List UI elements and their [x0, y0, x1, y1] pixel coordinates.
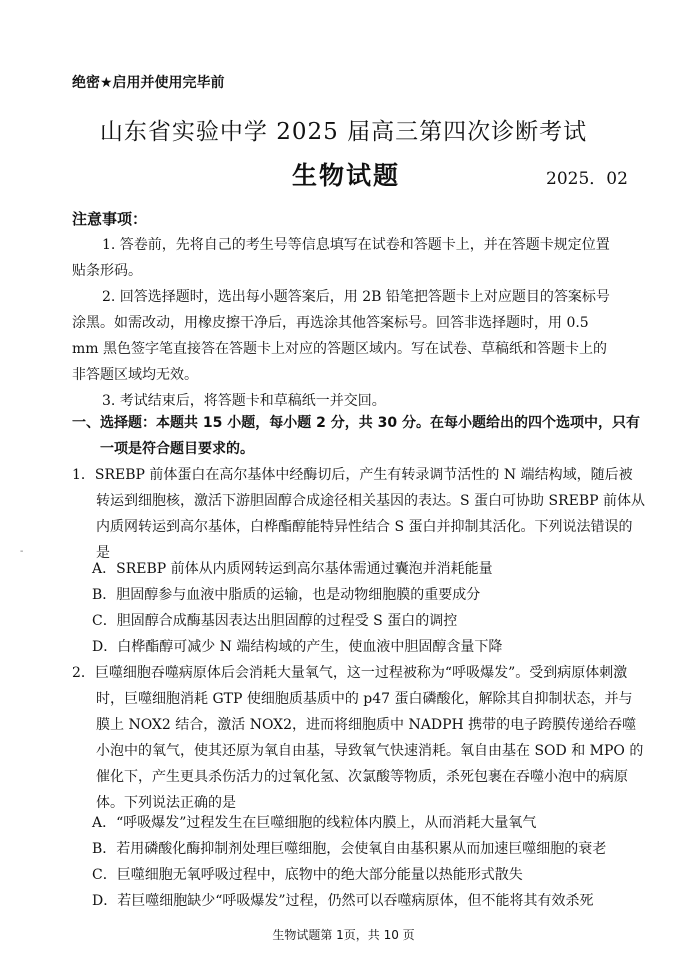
margin-mark: -	[20, 546, 24, 557]
question-1-stem: 1．SREBP 前体蛋白在高尔基体中经酶切后，产生有转录调节活性的 N 端结构域，随后被转运到细胞核，激活下游胆固醇合成途径相关基因的表达。S 蛋白可协助 SREBP 前体从内质网转运到高尔基体，白桦酯醇能特异性结合 S 蛋白并抑制其活化。下列说法错误的是	[72, 467, 645, 561]
question-2-option-c: C．巨噬细胞无氧呼吸过程中，底物中的绝大部分能量以热能形式散失	[92, 867, 523, 883]
subject-title: 生物试题	[292, 161, 401, 190]
question-1-option-c: C．胆固醇合成酶基因表达出胆固醇的过程受 S 蛋白的调控	[92, 613, 458, 629]
confidential-label: 绝密★启用并使用完毕前	[72, 75, 225, 91]
exam-date: 2025．02	[546, 169, 628, 189]
question-2-stem: 2．巨噬细胞吞噬病原体后会消耗大量氧气，这一过程被称为“呼吸爆发”。受到病原体刺激时，巨噬细胞消耗 GTP 使细胞质基质中的 p47 蛋白磷酸化，解除其自抑制状态，并与膜上 NOX2 结合，激活 NOX2，进而将细胞质中 NADPH 携带的电子跨膜传递给吞噬小泡中的氧气，使其还原为氧自由基，导致氧气快速消耗。氧自由基在 SOD 和 MPO 的催化下，产生更具杀伤活力的过氧化氢、次氯酸等物质，杀死包裹在吞噬小泡中的病原体。下列说法正确的是	[72, 665, 644, 811]
question-1-option-b: B．胆固醇参与血液中脂质的运输，也是动物细胞膜的重要成分	[92, 587, 481, 603]
question-1-option-d: D．白桦酯醇可减少 N 端结构域的产生，使血液中胆固醇含量下降	[92, 639, 503, 655]
page-footer: 生物试题第 1页，共 10 页	[272, 928, 415, 942]
question-1-option-a: A．SREBP 前体从内质网转运到高尔基体需通过囊泡并消耗能量	[92, 561, 493, 577]
notice-item-2: 2. 回答选择题时，选出每小题答案后，用 2B 铅笔把答题卡上对应题目的答案标号涂黑。如需改动，用橡皮擦干净后，再选涂其他答案标号。回答非选择题时，用 0.5 mm 黑色签字笔直接答在答题卡上对应的答题区域内。写在试卷、草稿纸和答题卡上的非答题区域均无效。	[72, 289, 610, 383]
section-heading: 一、选择题：本题共 15 小题，每小题 2 分，共 30 分。在每小题给出的四个选项中，只有一项是符合题目要求的。	[72, 415, 640, 457]
question-2-option-a: A．“呼吸爆发”过程发生在巨噬细胞的线粒体内膜上，从而消耗大量氧气	[92, 815, 537, 831]
question-2-option-d: D．若巨噬细胞缺少“呼吸爆发”过程，仍然可以吞噬病原体，但不能将其有效杀死	[92, 893, 594, 909]
notice-item-1: 1. 答卷前，先将自己的考生号等信息填写在试卷和答题卡上，并在答题卡规定位置贴条形码。	[72, 237, 610, 279]
notice-item-3: 3. 考试结束后，将答题卡和草稿纸一并交回。	[102, 393, 386, 409]
exam-title: 山东省实验中学 2025 届高三第四次诊断考试	[99, 119, 588, 145]
question-2-option-b: B．若用磷酸化酶抑制剂处理巨噬细胞，会使氧自由基积累从而加速巨噬细胞的衰老	[92, 841, 607, 857]
notice-heading: 注意事项：	[72, 210, 148, 228]
